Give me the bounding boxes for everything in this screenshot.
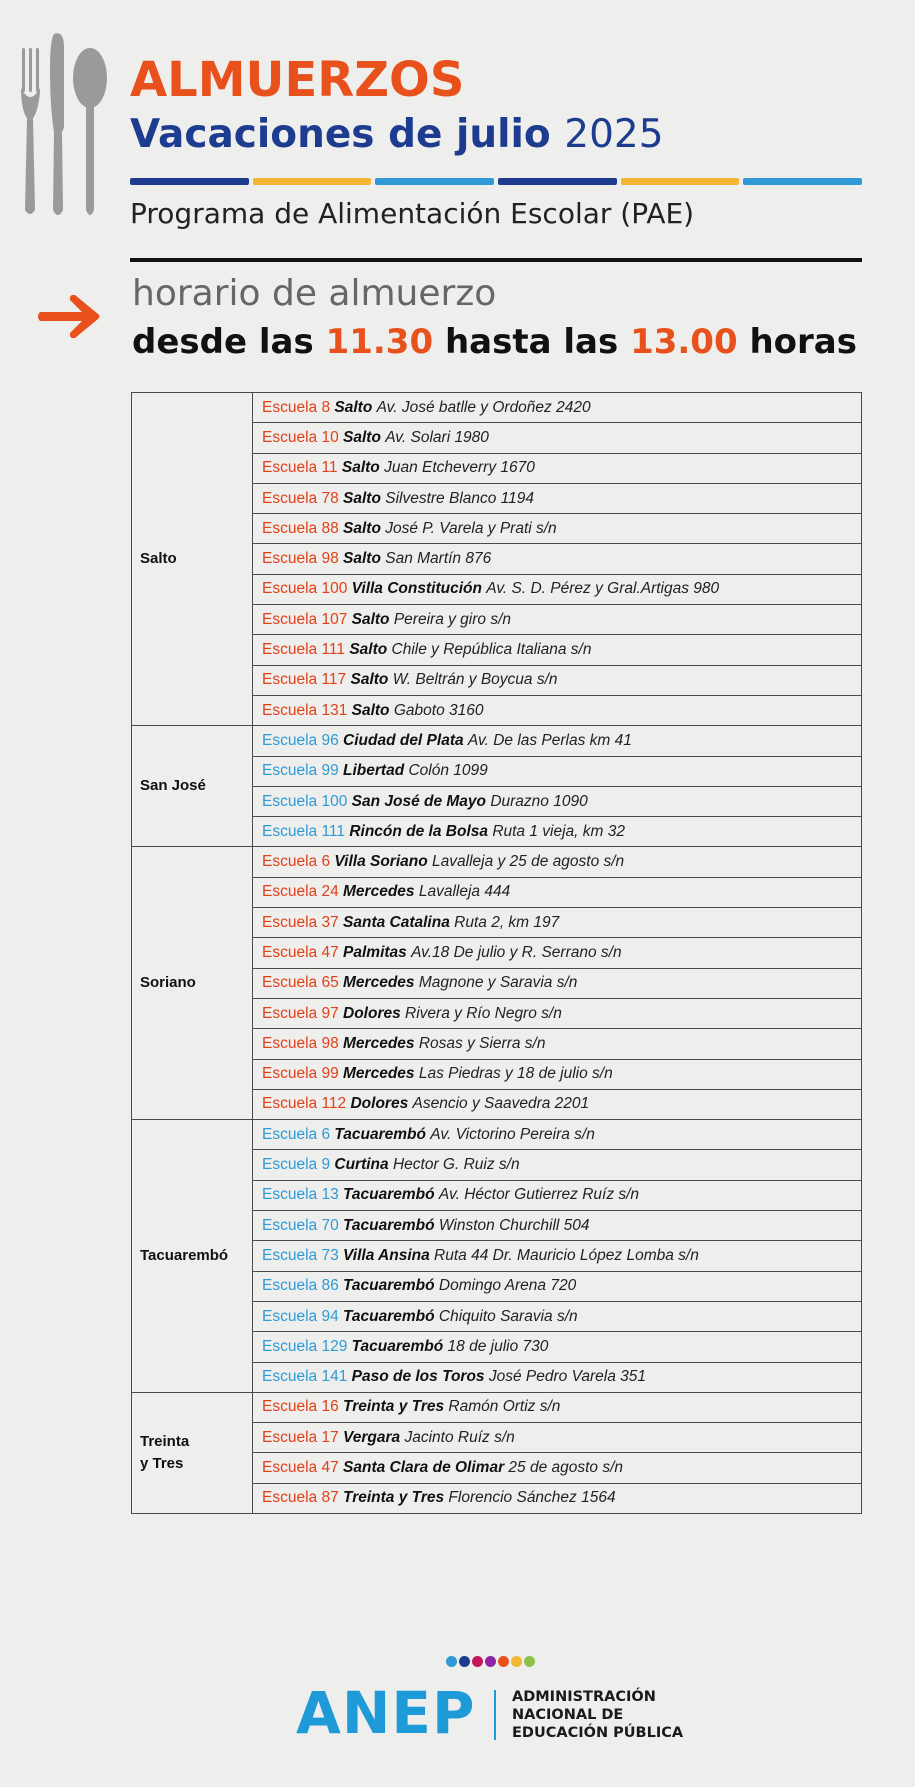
school-cell (253, 786, 862, 816)
school-cell (253, 1423, 862, 1453)
school-number: Escuela 141 (262, 1368, 348, 1386)
school-cell (253, 847, 862, 877)
school-address: Chiquito Saravia s/n (438, 1307, 578, 1325)
department-name: Treinta y Tres (132, 1392, 253, 1513)
school-cell (253, 1089, 862, 1119)
stripe (253, 178, 372, 185)
school-city: Salto (350, 671, 389, 689)
school-number: Escuela 88 (262, 519, 339, 537)
school-address: Hector G. Ruiz s/n (392, 1156, 520, 1174)
school-number: Escuela 129 (262, 1337, 348, 1355)
school-number: Escuela 24 (262, 883, 339, 901)
school-cell (253, 1029, 862, 1059)
logo-dot (524, 1656, 535, 1667)
school-number: Escuela 70 (262, 1216, 339, 1234)
school-city: Salto (334, 398, 373, 416)
department-name: Salto (132, 393, 253, 726)
logo-line1: ADMINISTRACIÓN (512, 1689, 656, 1705)
school-number: Escuela 65 (262, 974, 339, 992)
school-city: Villa Soriano (334, 853, 428, 871)
school-city: Villa Constitución (351, 580, 482, 598)
school-number: Escuela 10 (262, 428, 339, 446)
school-number: Escuela 17 (262, 1428, 339, 1446)
school-number: Escuela 97 (262, 1004, 339, 1022)
school-cell (253, 908, 862, 938)
subtitle-year: 2025 (564, 112, 664, 157)
school-cell (253, 1332, 862, 1362)
school-number: Escuela 94 (262, 1307, 339, 1325)
school-cell (253, 483, 862, 513)
school-cell (253, 635, 862, 665)
hours-start: 11.30 (325, 322, 434, 362)
school-cell (253, 938, 862, 968)
school-city: Salto (351, 610, 390, 628)
hours-suffix: horas (749, 322, 857, 362)
school-number: Escuela 98 (262, 550, 339, 568)
school-city: Salto (343, 550, 381, 568)
logo-dot (472, 1656, 483, 1667)
school-number: Escuela 6 (262, 853, 331, 871)
school-number: Escuela 86 (262, 1277, 339, 1295)
table-row (132, 847, 862, 877)
school-city: Palmitas (343, 943, 407, 961)
school-cell (253, 877, 862, 907)
cutlery-icon (18, 28, 114, 220)
school-city: Salto (343, 489, 381, 507)
school-cell (253, 1059, 862, 1089)
hours-end: 13.00 (630, 322, 738, 362)
school-address: W. Beltrán y Boycua s/n (392, 671, 558, 689)
school-city: Ciudad del Plata (343, 731, 464, 749)
school-number: Escuela 100 (262, 580, 348, 598)
school-city: Salto (341, 459, 380, 477)
school-number: Escuela 9 (262, 1156, 331, 1174)
school-cell (253, 605, 862, 635)
logo-dot (446, 1656, 457, 1667)
school-city: Santa Catalina (343, 913, 450, 931)
school-city: Curtina (334, 1156, 389, 1174)
school-address: Durazno 1090 (490, 792, 588, 810)
school-address: Asencio y Saavedra 2201 (412, 1095, 590, 1113)
school-city: Salto (343, 519, 381, 537)
school-address: Lavalleja y 25 de agosto s/n (432, 853, 625, 871)
school-number: Escuela 47 (262, 943, 339, 961)
school-cell (253, 726, 862, 756)
school-city: Vergara (343, 1428, 401, 1446)
school-city: Tacuarembó (334, 1125, 426, 1143)
school-city: Libertad (343, 762, 405, 780)
school-cell (253, 1271, 862, 1301)
logo-dots (446, 1656, 535, 1667)
stripe (130, 178, 249, 185)
main-title: ALMUERZOS (130, 52, 465, 108)
school-city: Salto (349, 641, 388, 659)
logo-dot (485, 1656, 496, 1667)
department-name: Soriano (132, 847, 253, 1120)
school-number: Escuela 87 (262, 1489, 339, 1507)
school-cell (253, 1301, 862, 1331)
school-city: Salto (343, 428, 381, 446)
school-number: Escuela 112 (262, 1095, 347, 1113)
table-row (132, 726, 862, 756)
logo-dot (511, 1656, 522, 1667)
school-city: Santa Clara de Olimar (343, 1459, 505, 1477)
school-address: Ruta 2, km 197 (454, 913, 560, 931)
school-number: Escuela 13 (262, 1186, 339, 1204)
school-number: Escuela 11 (262, 459, 338, 477)
school-cell (253, 393, 862, 423)
hours-prefix: desde las (132, 322, 314, 362)
logo-separator (494, 1690, 496, 1740)
school-number: Escuela 98 (262, 1034, 339, 1052)
department-name: Tacuarembó (132, 1120, 253, 1393)
school-cell (253, 544, 862, 574)
school-city: Tacuarembó (343, 1186, 435, 1204)
school-city: Treinta y Tres (343, 1398, 445, 1416)
school-address: Ramón Ortiz s/n (448, 1398, 561, 1416)
hours-range (132, 320, 857, 364)
program-name: Programa de Alimentación Escolar (PAE) (130, 197, 695, 230)
school-number: Escuela 111 (262, 822, 346, 840)
school-number: Escuela 37 (262, 913, 339, 931)
school-number: Escuela 47 (262, 1459, 339, 1477)
school-cell (253, 665, 862, 695)
logo-line2: NACIONAL DE (512, 1707, 624, 1723)
main-subtitle (130, 112, 664, 158)
school-cell (253, 1453, 862, 1483)
schools-table (131, 392, 862, 1514)
school-number: Escuela 8 (262, 398, 331, 416)
school-number: Escuela 107 (262, 610, 348, 628)
school-address: Las Piedras y 18 de julio s/n (418, 1065, 613, 1083)
logo-dot (498, 1656, 509, 1667)
school-cell (253, 1241, 862, 1271)
school-cell (253, 1362, 862, 1392)
school-cell (253, 695, 862, 725)
school-cell (253, 1180, 862, 1210)
school-city: Tacuarembó (351, 1337, 444, 1355)
school-address: Av. S. D. Pérez y Gral.Artigas 980 (486, 580, 720, 598)
school-number: Escuela 6 (262, 1125, 331, 1143)
school-address: Juan Etcheverry 1670 (384, 459, 535, 477)
school-city: Tacuarembó (343, 1277, 435, 1295)
school-cell (253, 1211, 862, 1241)
school-city: Rincón de la Bolsa (349, 822, 488, 840)
school-address: Ruta 44 Dr. Mauricio López Lomba s/n (434, 1246, 699, 1264)
logo-dot (459, 1656, 470, 1667)
school-address: Av.18 De julio y R. Serrano s/n (411, 943, 622, 961)
logo-word: ANEP (296, 1679, 476, 1747)
school-city: Treinta y Tres (343, 1489, 445, 1507)
school-address: Silvestre Blanco 1194 (385, 489, 535, 507)
school-address: Lavalleja 444 (418, 883, 511, 901)
school-address: Av. De las Perlas km 41 (467, 731, 632, 749)
school-address: Chile y República Italiana s/n (391, 641, 592, 659)
school-number: Escuela 99 (262, 762, 339, 780)
school-city: San José de Mayo (351, 792, 487, 810)
stripe (498, 178, 617, 185)
table-row (132, 393, 862, 423)
stripe (621, 178, 740, 185)
school-cell (253, 514, 862, 544)
divider (130, 258, 862, 262)
school-address: Colón 1099 (408, 762, 488, 780)
school-city: Dolores (350, 1095, 409, 1113)
school-address: Pereira y giro s/n (393, 610, 512, 628)
school-address: Av. Solari 1980 (385, 428, 489, 446)
color-stripes (130, 178, 862, 185)
school-cell (253, 574, 862, 604)
stripe (743, 178, 862, 185)
school-city: Villa Ansina (343, 1246, 430, 1264)
department-name: San José (132, 726, 253, 847)
table-row (132, 1120, 862, 1150)
school-address: Jacinto Ruíz s/n (404, 1428, 515, 1446)
school-city: Mercedes (343, 883, 415, 901)
school-city: Tacuarembó (343, 1307, 435, 1325)
school-address: Florencio Sánchez 1564 (448, 1489, 616, 1507)
school-address: Av. Héctor Gutierrez Ruíz s/n (438, 1186, 640, 1204)
school-address: Gaboto 3160 (393, 701, 484, 719)
school-city: Mercedes (343, 974, 415, 992)
school-city: Mercedes (343, 1034, 415, 1052)
school-address: José Pedro Varela 351 (488, 1368, 646, 1386)
school-cell (253, 1150, 862, 1180)
school-cell (253, 1120, 862, 1150)
school-cell (253, 453, 862, 483)
school-number: Escuela 100 (262, 792, 348, 810)
anep-logo (296, 1652, 716, 1772)
school-address: Rivera y Río Negro s/n (405, 1004, 562, 1022)
school-address: Av. Victorino Pereira s/n (430, 1125, 595, 1143)
stripe (375, 178, 494, 185)
hours-middle: hasta las (444, 322, 619, 362)
school-cell (253, 756, 862, 786)
school-number: Escuela 16 (262, 1398, 339, 1416)
school-cell (253, 423, 862, 453)
school-address: Domingo Arena 720 (438, 1277, 577, 1295)
logo-line3: EDUCACIÓN PÚBLICA (512, 1725, 684, 1741)
school-city: Tacuarembó (343, 1216, 435, 1234)
school-number: Escuela 96 (262, 731, 339, 749)
school-address: Winston Churchill 504 (438, 1216, 590, 1234)
logo-text (512, 1688, 683, 1742)
school-number: Escuela 111 (262, 641, 346, 659)
school-city: Mercedes (343, 1065, 415, 1083)
school-cell (253, 817, 862, 847)
school-number: Escuela 131 (262, 701, 348, 719)
school-address: Magnone y Saravia s/n (418, 974, 578, 992)
school-cell (253, 998, 862, 1028)
school-address: Rosas y Sierra s/n (418, 1034, 546, 1052)
arrow-right-icon (36, 290, 106, 342)
school-number: Escuela 73 (262, 1246, 339, 1264)
school-address: 25 de agosto s/n (508, 1459, 624, 1477)
school-address: 18 de julio 730 (447, 1337, 549, 1355)
school-city: Salto (351, 701, 390, 719)
subtitle-text: Vacaciones de julio (130, 112, 551, 157)
school-address: Av. José batlle y Ordoñez 2420 (376, 398, 591, 416)
school-number: Escuela 99 (262, 1065, 339, 1083)
hours-label: horario de almuerzo (132, 273, 497, 314)
school-address: José P. Varela y Prati s/n (385, 519, 557, 537)
school-city: Paso de los Toros (351, 1368, 485, 1386)
school-number: Escuela 78 (262, 489, 339, 507)
school-address: San Martín 876 (385, 550, 492, 568)
school-address: Ruta 1 vieja, km 32 (492, 822, 625, 840)
school-cell (253, 1392, 862, 1422)
school-cell (253, 1483, 862, 1513)
school-cell (253, 968, 862, 998)
school-number: Escuela 117 (262, 671, 347, 689)
table-row (132, 1392, 862, 1422)
school-city: Dolores (343, 1004, 401, 1022)
